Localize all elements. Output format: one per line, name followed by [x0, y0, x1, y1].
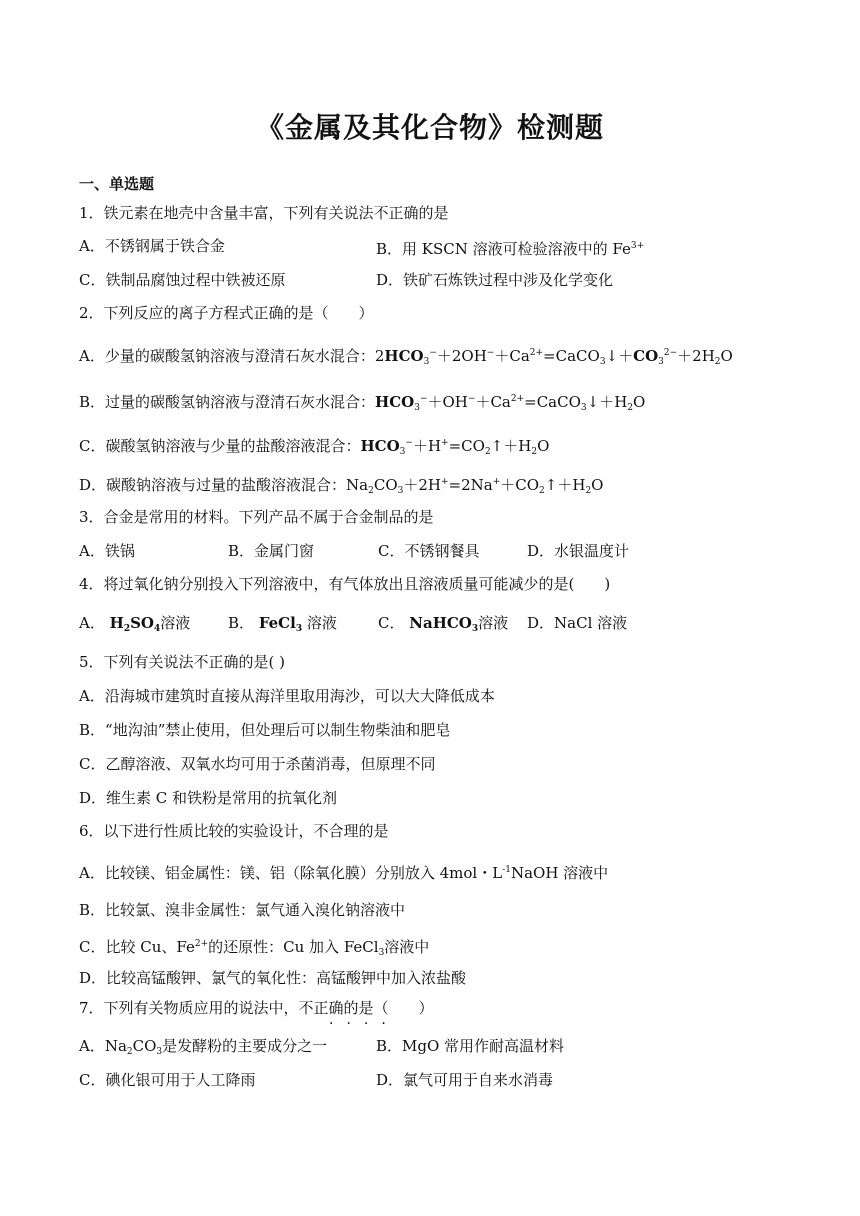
q3-option-a: A．铁锅 — [79, 542, 135, 560]
q5-option-c: C．乙醇溶液、双氧水均可用于杀菌消毒，但原理不同 — [79, 755, 436, 773]
q2-option-c: C．碳酸氢钠溶液与少量的盐酸溶液混合：$HCO_3^-+H^+=CO_2↑+H_2O$ — [79, 437, 550, 457]
q7-option-b: B．MgO 常用作耐高温材料 — [376, 1037, 565, 1055]
q4-option-d: D．NaCl 溶液 — [527, 614, 628, 632]
question-3-stem: 3．合金是常用的材料。下列产品不属于合金制品的是 — [79, 508, 434, 526]
question-4-stem: 4．将过氧化钠分别投入下列溶液中，有气体放出且溶液质量可能减少的是( ) — [79, 575, 611, 593]
q3-option-c: C．不锈钢餐具 — [378, 542, 480, 560]
q2-option-a: A．少量的碳酸氢钠溶液与澄清石灰水混合：$2HCO_3^-+2OH^-+Ca^{2+}=CaCO_3↓+CO_3^{2-}+2H_2O$ — [79, 347, 733, 367]
q5-option-d: D．维生素 C 和铁粉是常用的抗氧化剂 — [79, 789, 338, 807]
q4-option-b: B． FeCl$_3$ 溶液 — [228, 614, 337, 634]
q6-option-b: B．比较氯、溴非金属性：氯气通入溴化钠溶液中 — [79, 901, 406, 919]
page-title: 《金属及其化合物》检测题 — [255, 111, 604, 144]
question-6-stem: 6．以下进行性质比较的实验设计，不合理的是 — [79, 822, 389, 840]
q4-option-a: A． $H_2SO_4$溶液 — [79, 614, 191, 634]
q6-option-c: C．比较 Cu、$Fe^{2+}$的还原性：Cu 加入 FeCl$_3$溶液中 — [79, 938, 430, 958]
emphasis-dots: ···· — [329, 1016, 399, 1032]
q5-option-b: B．“地沟油”禁止使用，但处理后可以制生物柴油和肥皂 — [79, 721, 451, 739]
question-1-stem: 1．铁元素在地壳中含量丰富，下列有关说法不正确的是 — [79, 204, 449, 222]
q4-option-c: C． NaHCO$_3$溶液 — [378, 614, 509, 634]
q7-option-d: D．氯气可用于自来水消毒 — [376, 1071, 554, 1089]
q1-option-a: A．不锈钢属于铁合金 — [79, 237, 225, 255]
q5-option-a: A．沿海城市建筑时直接从海洋里取用海沙，可以大大降低成本 — [79, 687, 495, 705]
q1-option-c: C．铁制品腐蚀过程中铁被还原 — [79, 271, 286, 289]
q1-option-d: D．铁矿石炼铁过程中涉及化学变化 — [376, 271, 614, 289]
q3-option-b: B．金属门窗 — [228, 542, 315, 560]
q7-option-a: A．$Na_2CO_3$是发酵粉的主要成分之一 — [79, 1037, 328, 1057]
q2-option-d: D．碳酸钠溶液与过量的盐酸溶液混合：$Na_2CO_3+2H^+=2Na^++CO_2↑+H_2O$ — [79, 476, 604, 496]
q3-option-d: D．水银温度计 — [527, 542, 630, 560]
question-2-stem: 2．下列反应的离子方程式正确的是（ ） — [79, 304, 374, 322]
section-heading: 一、单选题 — [79, 175, 155, 193]
q6-option-d: D．比较高锰酸钾、氯气的氧化性：高锰酸钾中加入浓盐酸 — [79, 969, 467, 987]
q2-option-b: B．过量的碳酸氢钠溶液与澄清石灰水混合：$HCO_3^-+OH^-+Ca^{2+}=CaCO_3↓+H_2O$ — [79, 393, 646, 413]
question-7-stem: 7．下列有关物质应用的说法中，不正确的是（ ） — [79, 999, 434, 1017]
q6-option-a: A．比较镁、铝金属性：镁、铝（除氧化膜）分别放入 4mol・$L^{-1}NaOH$ 溶液中 — [79, 864, 609, 882]
q7-option-c: C．碘化银可用于人工降雨 — [79, 1071, 256, 1089]
question-5-stem: 5．下列有关说法不正确的是( ) — [79, 653, 286, 671]
q1-option-b: B．用 KSCN 溶液可检验溶液中的 $Fe^{3+}$ — [376, 240, 645, 258]
